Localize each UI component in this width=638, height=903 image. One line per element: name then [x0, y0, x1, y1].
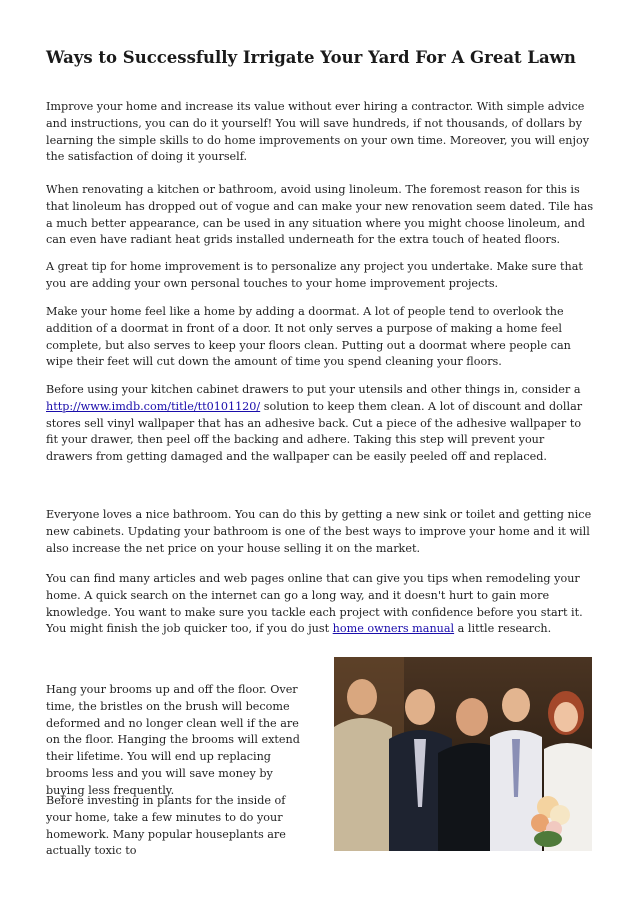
group-photo-image [334, 657, 592, 851]
paragraph-drawers [46, 382, 594, 466]
paragraph-research [46, 571, 594, 638]
paragraph-drawers-text-before: Before using your kitchen cabinet drawers to put your utensils and other things in, consider a [46, 383, 581, 396]
paragraph-doormat: Make your home feel like a home by adding a doormat. A lot of people tend to overlook the addition of a doormat in front of a door. It not only serves a purpose of making a home feel complete, but also serves to keep your floors clean. Putting out a doormat where people can wipe their feet will cut down the amount of time you spend cleaning your floors. [46, 305, 571, 369]
paragraph-bathroom: Everyone loves a nice bathroom. You can do this by getting a new sink or toilet and getting nice new cabinets. Updating your bathroom is one of the best ways to improve your home and it will also increase the net price on your house selling it on the market. [46, 508, 592, 555]
paragraph-intro: Improve your home and increase its value without ever hiring a contractor. With simple advice and instructions, you can do it yourself! You will save hundreds, if not thousands, of dollars by learning the simple skills to do home improvements on your own time. Moreover, you will enjoy the satisfaction of doing it yourself. [46, 100, 590, 164]
paragraph-research-text-before: You can find many articles and web pages online that can give you tips when remodeling your home. A quick search on the internet can go a long way, and it doesn't hurt to gain more knowledge. You want to make sure you tackle each project with confidence before you start it. You might finish the job quicker too, if you do just [46, 572, 583, 636]
group-photo-illustration [334, 657, 592, 851]
paragraph-personalize: A great tip for home improvement is to personalize any project you undertake. Make sure that you are adding your own personal touches to your home improvement projects. [46, 260, 583, 290]
imdb-link[interactable]: http://www.imdb.com/title/tt0101120/ [46, 399, 261, 413]
paragraph-research-text-after: a little research. [454, 622, 552, 636]
page-title: Ways to Successfully Irrigate Your Yard For A Great Lawn [46, 48, 576, 67]
paragraph-drawers-text-after: solution to keep them clean. A lot of discount and dollar stores sell vinyl wallpaper that has an adhesive back. Cut a piece of the adhesive wallpaper to fit your drawer, then peel off the backing and adhere. Taking this step will prevent your drawers from getting damaged and the wallpaper can be easily peeled off and replaced. [46, 399, 583, 464]
paragraph-linoleum: When renovating a kitchen or bathroom, avoid using linoleum. The foremost reason for this is that linoleum has dropped out of vogue and can make your new renovation seem dated. Tile has a much better appearance, can be used in any situation where you might choose linoleum, and can even have radiant heat grids installed underneath for the extra touch of heated floors. [46, 183, 594, 247]
home-owners-manual-link[interactable]: home owners manual [332, 622, 455, 636]
paragraph-brooms: Hang your brooms up and off the floor. Over time, the bristles on the brush will become deformed and no longer clean well if the are on the floor. Hanging the brooms will extend their lifetime. You will end up replacing brooms less and you will save money by buying less frequently. [46, 683, 300, 797]
paragraph-houseplants: Before investing in plants for the inside of your home, take a few minutes to do your homework. Many popular houseplants are actually toxic to [46, 794, 286, 858]
